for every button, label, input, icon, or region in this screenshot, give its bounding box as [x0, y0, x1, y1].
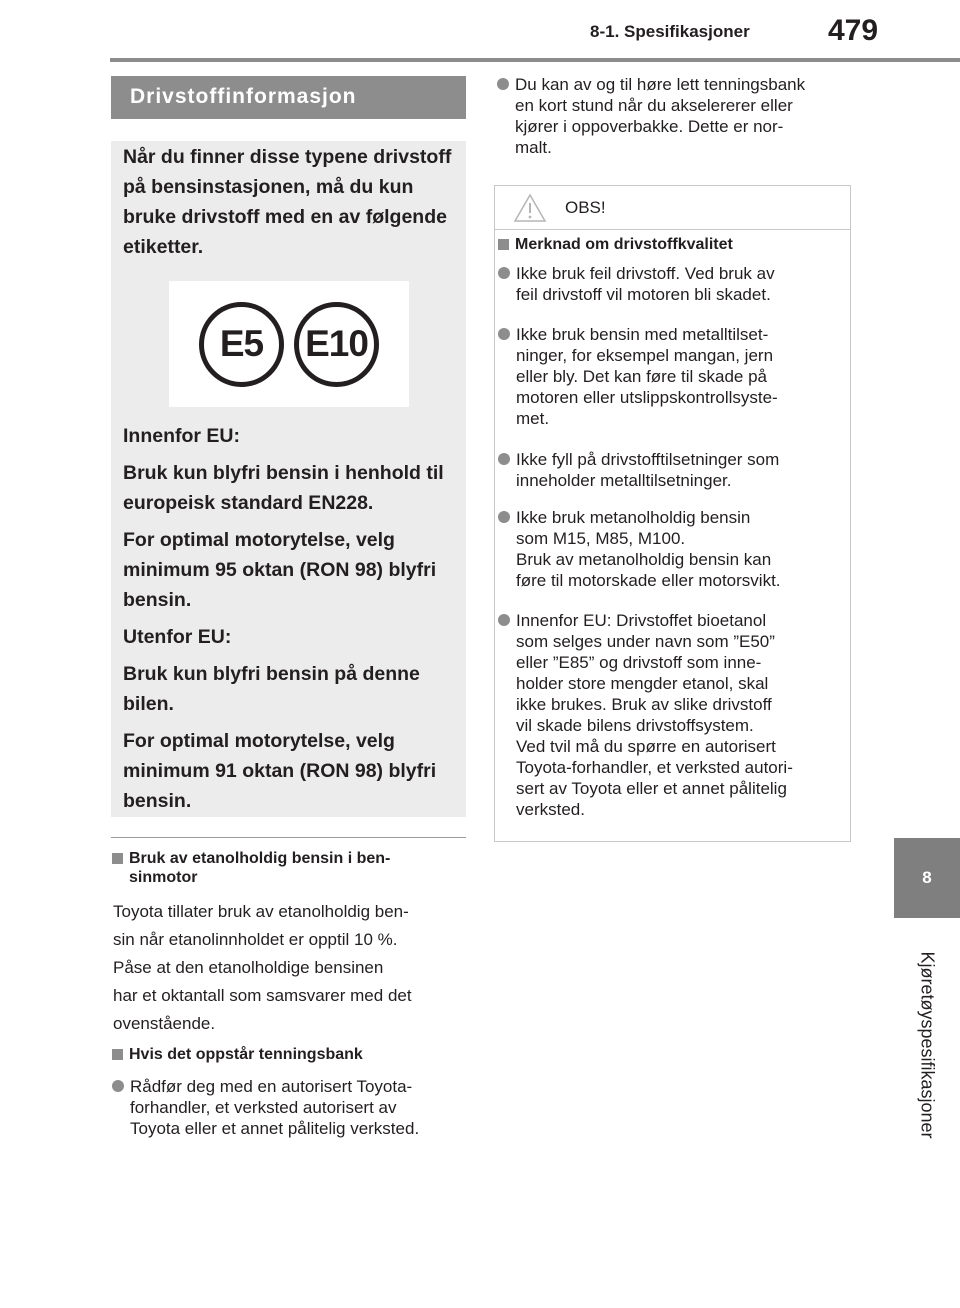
section-divider — [111, 837, 466, 838]
fuel-rule-line: For optimal motorytelse, velg minimum 95 oktan (RON 98) blyfri bensin. — [123, 529, 437, 611]
fuel-info-title: Drivstoffinformasjon — [111, 76, 466, 119]
page-number: 479 — [828, 14, 879, 47]
ethanol-paragraph: Toyota tillater bruk av etanolholdig ben- sin når etanolinnholdet er opptil 10 %. Påse at den etanolholdige bensinen har et oktantall som samsvarer med det ovenstående. — [113, 902, 412, 1033]
knock-bullet — [112, 1076, 419, 1139]
fuel-label-e10: E10 — [294, 302, 379, 387]
bullet-dot-icon — [498, 511, 510, 523]
fuel-rule-line: Innenfor EU: — [123, 425, 240, 447]
knock-bullet-text: Rådfør deg med en autorisert Toyota- forhandler, et verksted autorisert av Toyota eller et annet pålitelig verksted. — [130, 1077, 420, 1138]
fuel-info-box — [111, 141, 466, 817]
bullet-dot-icon — [498, 614, 510, 626]
bullet-dot-icon — [498, 267, 510, 279]
section-title: 8-1. Spesifikasjoner — [590, 22, 750, 41]
fuel-rules — [123, 421, 453, 823]
square-bullet-icon — [112, 1049, 123, 1060]
fuel-rule-line: Utenfor EU: — [123, 626, 232, 648]
knock-heading-text: Hvis det oppstår tenningsbank — [129, 1046, 363, 1063]
fuel-rule-line: Bruk kun blyfri bensin på denne bilen. — [123, 663, 420, 715]
fuel-rule-line: For optimal motorytelse, velg minimum 91 oktan (RON 98) blyfri bensin. — [123, 730, 437, 812]
caution-bullet-text: Ikke bruk metanolholdig bensin som M15, M85, M100. Bruk av metanolholdig bensin kan føre til motorskade eller motorsvikt. — [516, 508, 781, 590]
bullet-dot-icon — [498, 453, 510, 465]
knock-note-bullet — [497, 74, 805, 158]
caution-bullet-text: Ikke fyll på drivstofftilsetninger som inneholder metalltilsetninger. — [516, 450, 780, 490]
fuel-label-e5: E5 — [199, 302, 284, 387]
caution-label: OBS! — [565, 198, 606, 217]
fuel-quality-heading-text: Merknad om drivstoffkvalitet — [515, 236, 733, 253]
caution-bullet — [498, 507, 781, 591]
caution-box — [494, 185, 851, 842]
ethanol-heading-text: Bruk av etanolholdig bensin i ben- sinmotor — [129, 850, 391, 886]
bullet-dot-icon — [498, 328, 510, 340]
warning-triangle-icon — [513, 193, 547, 223]
chapter-label: Kjøretøyspesifikasjoner — [917, 951, 938, 1139]
caution-bullet-text: Ikke bruk feil drivstoff. Ved bruk av feil drivstoff vil motoren bli skadet. — [516, 264, 775, 304]
bullet-dot-icon — [112, 1080, 124, 1092]
square-bullet-icon — [498, 239, 509, 250]
caution-bullet-text: Ikke bruk bensin med metalltilset- ninger, for eksempel mangan, jern eller bly. Det kan føre til skade på motoren eller utslippskontrollsyste- met. — [516, 325, 778, 428]
caution-header — [495, 186, 850, 230]
fuel-rule-line: Bruk kun blyfri bensin i henhold til europeisk standard EN228. — [123, 462, 444, 514]
bullet-dot-icon — [497, 78, 509, 90]
header-divider — [110, 58, 960, 62]
caution-bullet-text: Innenfor EU: Drivstoffet bioetanol som selges under navn som ”E50” eller ”E85” og drivstoff som inne- holder store mengder etanol, skal ikke brukes. Bruk av slike drivstoff vil skade bilens drivstoffsystem. Ved tvil må du spørre en autorisert Toyota-forhandler, et verksted autori- sert av Toyota eller et annet pålitelig verksted. — [516, 611, 793, 819]
fuel-quality-heading — [498, 235, 733, 254]
knock-heading — [112, 1045, 363, 1064]
fuel-info-intro: Når du finner disse typene drivstoff på bensinstasjonen, må du kun bruke drivstoff med en av følgende etiketter. — [123, 146, 452, 258]
caution-bullet — [498, 324, 778, 429]
chapter-tab: 8 — [894, 838, 960, 918]
caution-bullet — [498, 449, 779, 491]
square-bullet-icon — [112, 853, 123, 864]
caution-bullet — [498, 263, 775, 305]
knock-note-text: Du kan av og til høre lett tenningsbank en kort stund når du akselererer eller kjører i oppoverbakke. Dette er nor- malt. — [515, 75, 806, 157]
fuel-label-panel — [169, 281, 409, 407]
ethanol-heading — [112, 849, 467, 887]
caution-bullet — [498, 610, 793, 820]
